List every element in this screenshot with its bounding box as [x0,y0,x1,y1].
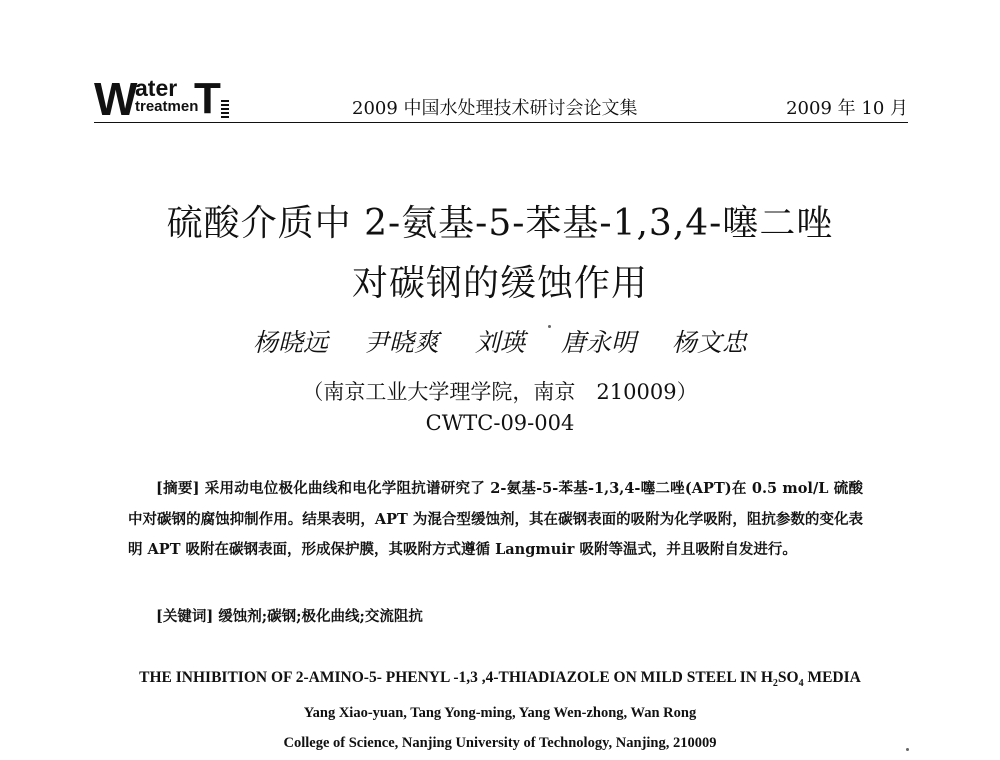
english-authors: Yang Xiao-yuan, Tang Yong-ming, Yang Wen-zhong, Wan Rong [303,705,697,721]
author-name: 唐永明 [560,328,636,357]
paper-title-line-1: 硫酸介质中 2-氨基-5-苯基-1,3,4-噻二唑 [166,203,834,244]
author-name: 刘瑛 [474,328,525,357]
keywords-text: 缓蚀剂;碳钢;极化曲线;交流阻抗 [218,608,423,625]
scan-speck [548,325,551,328]
author-name: 杨晓远 [253,328,329,357]
water-treatment-logo [94,73,232,125]
header-rule [94,122,908,123]
logo-mark-icon [221,100,229,118]
logo-word-ater: ater [135,75,178,101]
abstract-label: [摘要] [156,480,200,497]
logo-letter-w: W [94,73,132,125]
keywords [156,606,423,628]
english-title-end: MEDIA [803,669,861,686]
page-header [94,72,908,124]
author-name: 尹晓爽 [364,328,440,357]
affiliation: （南京工业大学理学院，南京 210009） [302,380,698,404]
logo-letter-t: T [194,74,221,123]
abstract [128,474,863,566]
english-title-sub-4: 4 [798,678,804,690]
paper-code: CWTC-09-004 [425,411,575,435]
issue-date: 2009 年 10 月 [786,98,908,119]
keywords-label: [关键词] [156,608,214,625]
abstract-text: 采用动电位极化曲线和电化学阻抗谱研究了 2-氨基-5-苯基-1,3,4-噻二唑(APT)在 0.5 mol/L 硫酸中对碳钢的腐蚀抑制作用。结果表明，APT 为混合型缓蚀剂，其在碳钢表面的吸附为化学吸附，阻抗参数的变化表明 APT 吸附在碳钢表面，形成保护膜，其吸附方式遵循 Langmuir 吸附等温式，并且吸附自发进行。 [128,480,863,558]
logo-word-treatment: treatmen [135,98,199,115]
english-title-main: THE INHIBITION OF 2-AMINO-5- PHENYL -1,3 ,4-THIADIAZOLE ON MILD STEEL IN H [139,669,773,686]
english-title [60,668,940,694]
english-title-so: SO [777,669,799,686]
scan-speck [906,748,909,751]
journal-name: 2009 中国水处理技术研讨会论文集 [352,98,638,119]
paper-title-line-2: 对碳钢的缓蚀作用 [351,263,648,304]
english-title-sub-2: 2 [772,678,778,690]
author-list [40,326,960,360]
english-affiliation: College of Science, Nanjing University of Technology, Nanjing, 210009 [283,735,717,751]
author-name: 杨文忠 [671,328,747,357]
